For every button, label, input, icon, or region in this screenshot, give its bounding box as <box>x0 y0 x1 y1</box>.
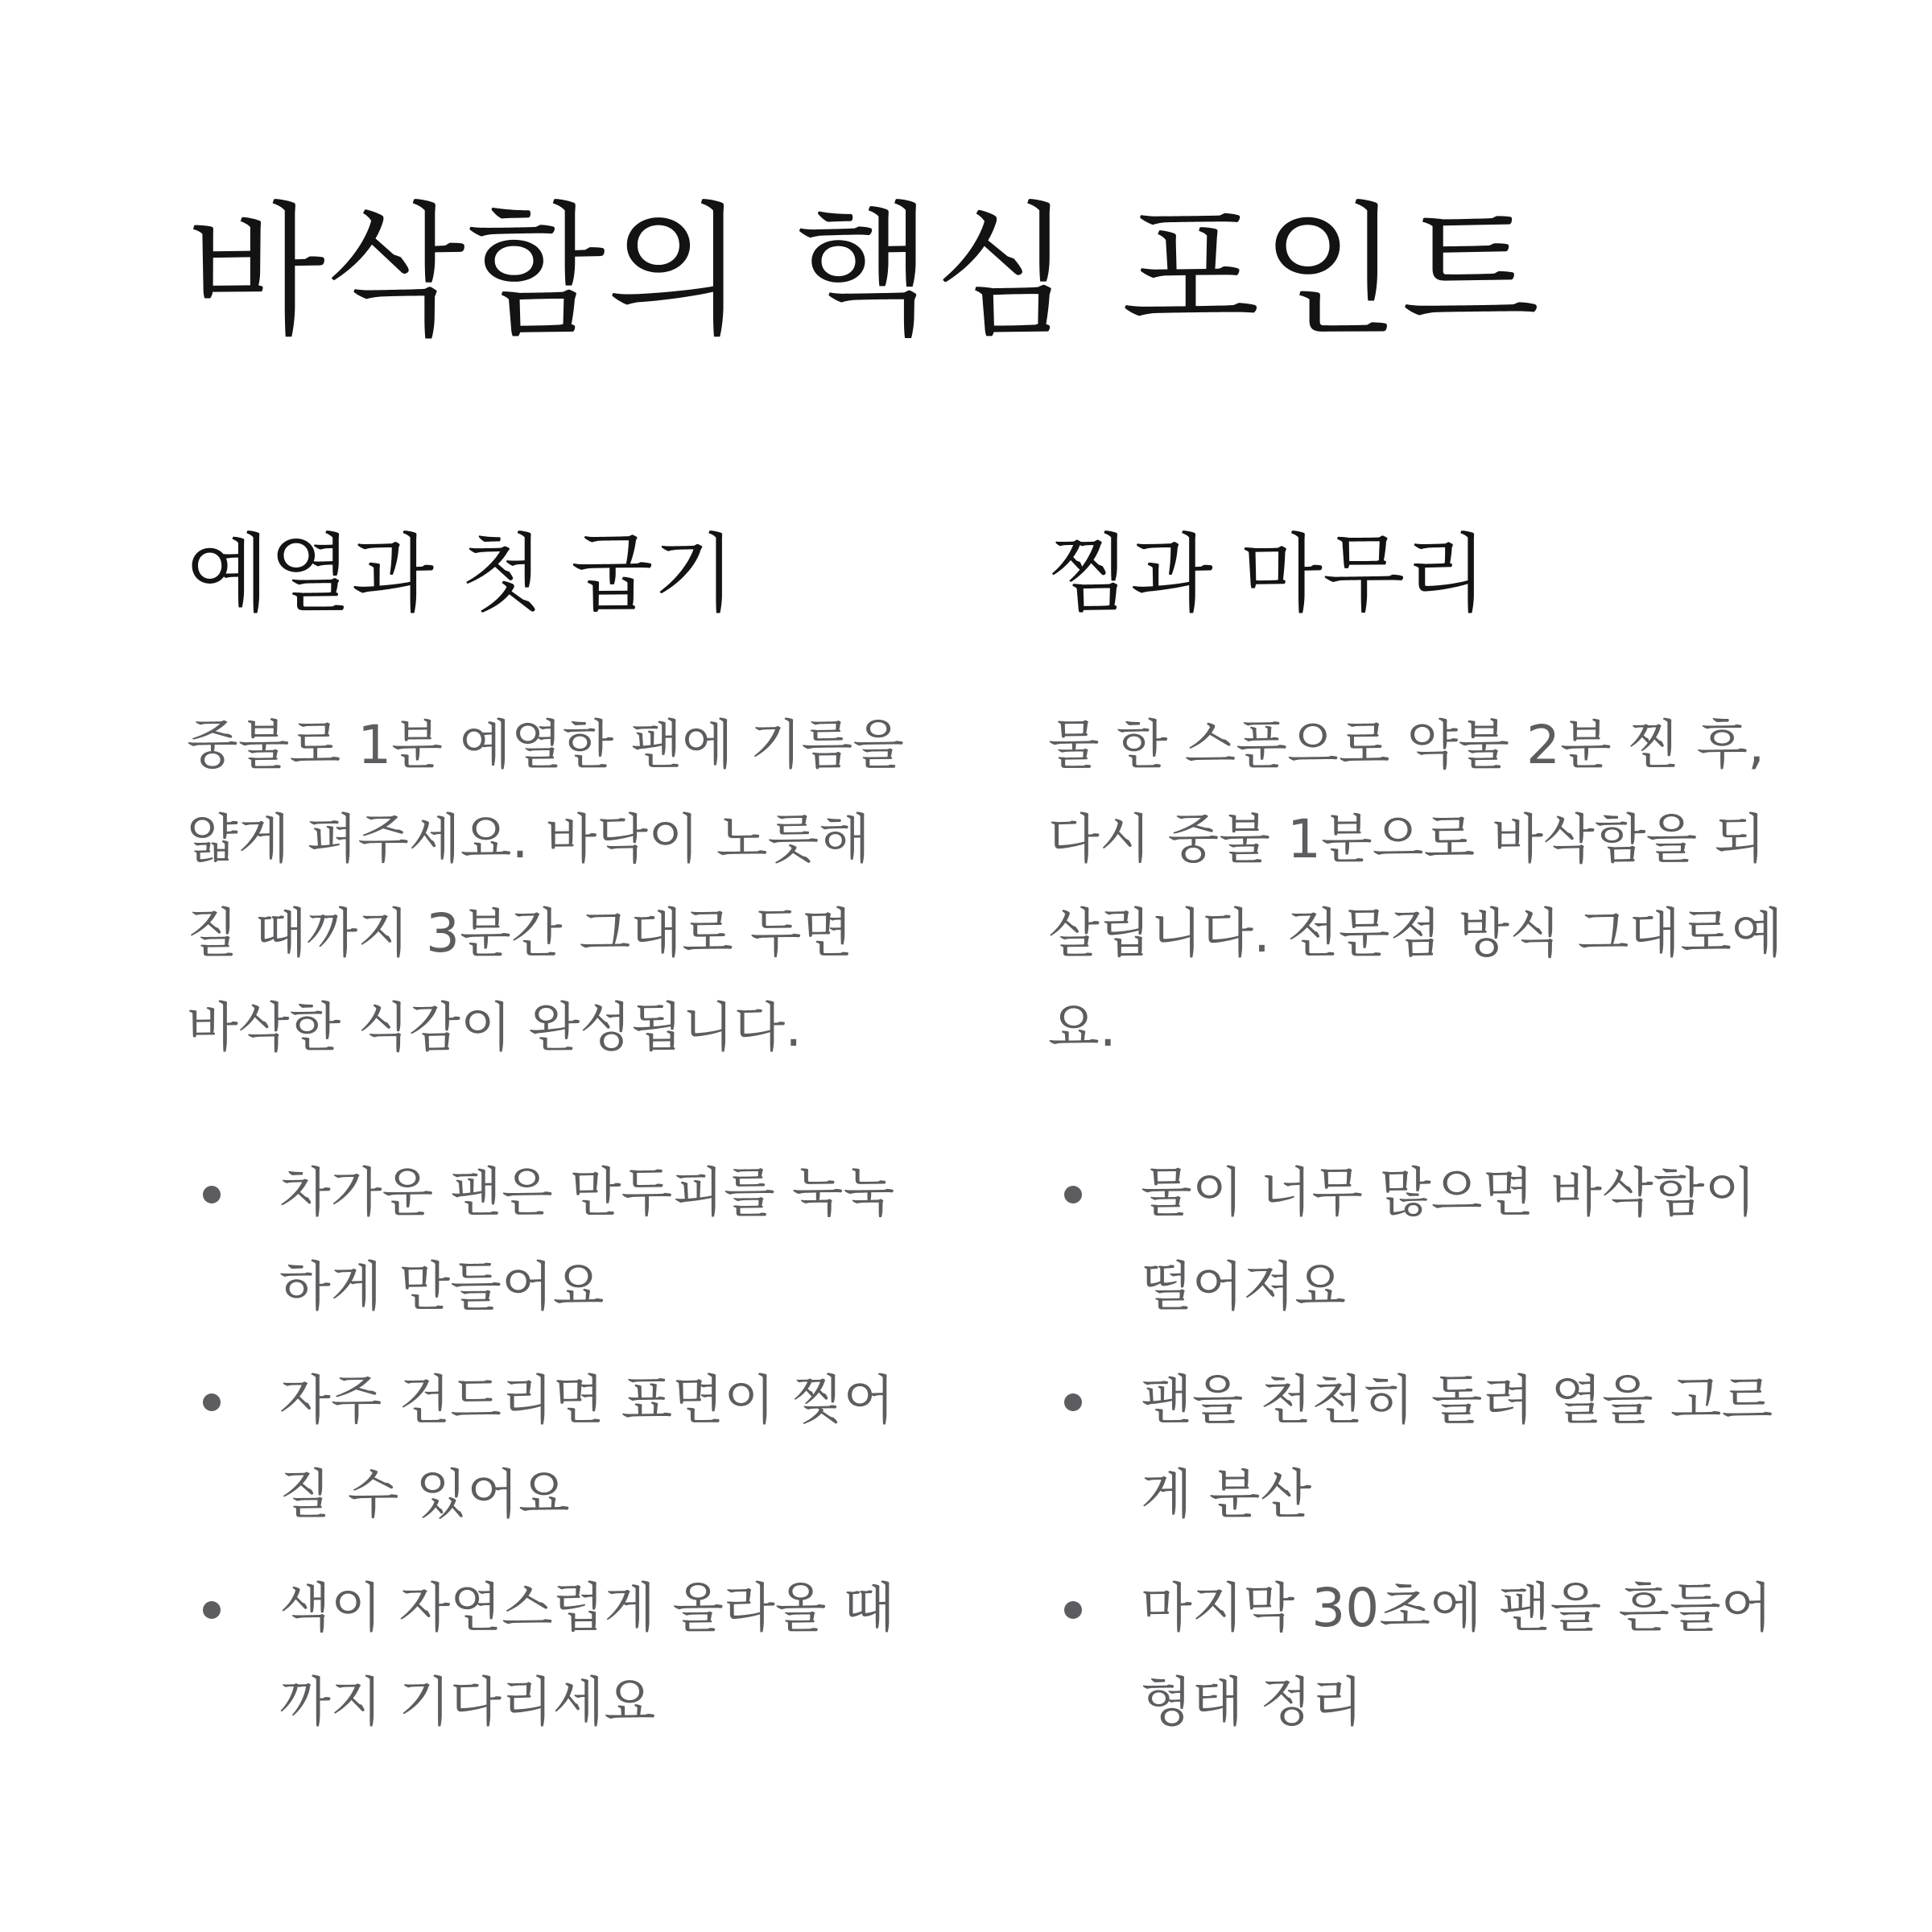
left-bullet-list <box>187 1146 911 1749</box>
left-heading: 예열과 첫 굽기 <box>187 525 736 624</box>
bullet-icon <box>1064 1393 1082 1411</box>
bullet-icon <box>203 1186 221 1203</box>
list-item-text: 팬을 천천히 돌려 열을 고르게 분산 <box>1141 1369 1773 1526</box>
bullet-icon <box>203 1393 221 1411</box>
bullet-icon <box>1064 1186 1082 1203</box>
list-item <box>187 1353 911 1542</box>
list-item <box>187 1561 911 1749</box>
right-heading: 찜과 마무리 <box>1048 525 1488 624</box>
left-column <box>187 523 911 1769</box>
list-item-text: 마지막 30초에 팬을 흔들어 형태 정리 <box>1141 1577 1773 1734</box>
list-item-text: 자주 건드리면 표면이 찢어질 수 있어요 <box>279 1369 895 1526</box>
right-bullet-list <box>1048 1146 1789 1749</box>
list-item <box>1048 1353 1789 1542</box>
list-item <box>187 1146 911 1334</box>
bullet-icon <box>1064 1601 1082 1619</box>
list-item-text: 물이 너무 많으면 바삭함이 떨어져요 <box>1141 1162 1757 1319</box>
list-item <box>1048 1146 1789 1334</box>
list-item-text: 색이 자연스럽게 올라올 때까지 기다리세요 <box>279 1577 895 1734</box>
bullet-icon <box>203 1601 221 1619</box>
right-paragraph: 물 한 스푼으로 약불 2분 찐 후, 다시 중불 1분으로 바삭함을 되살립니다. 전문점 방식 그대로예요. <box>1048 714 1783 1059</box>
right-column <box>1048 523 1789 1769</box>
list-item <box>1048 1561 1789 1749</box>
left-paragraph: 중불로 1분 예열한 팬에 기름을 얇게 펴주세요. 바닥이 노릇해질 때까지 3분간 그대로 두면 바삭한 식감이 완성됩니다. <box>187 714 904 1059</box>
list-item-text: 차가운 팬은 만두피를 눅눅하게 만들어요 <box>279 1162 895 1319</box>
page-title: 바삭함의 핵심 포인트 <box>187 188 1542 355</box>
